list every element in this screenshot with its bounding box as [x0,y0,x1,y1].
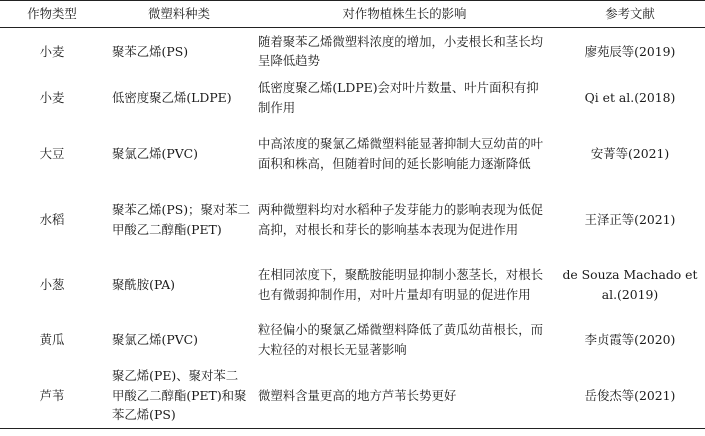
reference-text: de Souza Machado et al.(2019) [562,267,698,302]
header-reference: 参考文献 [555,1,705,28]
effect-cell: 微塑料含量更高的地方芦苇长势更好 [254,363,555,429]
crop-cell: 小麦 [39,43,65,59]
microplastic-cell: 聚氯乙烯(PVC) [112,331,198,347]
crop-cell: 大豆 [39,145,65,161]
crop-cell: 黄瓜 [39,331,65,347]
effect-cell: 随着聚苯乙烯微塑料浓度的增加，小麦根长和茎长均呈降低趋势 [258,33,543,69]
table-row [0,253,705,317]
table-row [0,75,705,121]
table-row [0,317,705,363]
table-row [0,121,705,187]
microplastic-cell: 聚苯乙烯(PS)；聚对苯二甲酸乙二醇酯(PET) [112,202,251,237]
crop-cell: 芦苇 [0,363,104,429]
microplastic-cell: 聚酰胺(PA) [112,276,175,292]
header-crop: 作物类型 [0,1,104,28]
microplastic-cell: 低密度聚乙烯(LDPE) [112,89,232,105]
reference-cell: 李贞霞等(2020) [584,331,676,347]
effect-cell: 两种微塑料均对水稻种子发芽能力的影响表现为低促高抑，对根长和芽长的影响基本表现为促进作用 [258,202,543,237]
effect-cell: 中高浓度的聚氯乙烯微塑料能显著抑制大豆幼苗的叶面积和株高，但随着时间的延长影响能力逐渐降低 [258,136,543,171]
crop-cell: 水稻 [39,211,65,227]
header-microplastic: 微塑料种类 [104,1,254,28]
crop-cell: 小麦 [39,89,65,105]
microplastic-cell: 聚氯乙烯(PVC) [112,145,198,161]
effect-cell: 在相同浓度下，聚酰胺能明显抑制小葱茎长，对根长也有微弱抑制作用，对叶片量却有明显的促进作用 [258,267,543,302]
header-effect: 对作物植株生长的影响 [254,1,555,28]
header-row [0,1,705,28]
reference-cell [555,253,705,317]
reference-cell: 王泽正等(2021) [584,211,676,227]
table-row [0,187,705,253]
reference-cell: 安菁等(2021) [590,145,670,161]
reference-cell: Qi et al.(2018) [584,89,676,105]
table-row [0,28,705,75]
reference-cell: 廖苑辰等(2019) [584,43,676,59]
table-row [0,363,705,429]
effect-cell: 低密度聚乙烯(LDPE)会对叶片数量、叶片面积有抑制作用 [258,80,539,115]
crop-cell: 小葱 [39,276,65,292]
microplastic-cell: 聚乙烯(PE)、聚对苯二甲酸乙二醇酯(PET)和聚苯乙烯(PS) [104,363,254,429]
effect-cell: 粒径偏小的聚氯乙烯微塑料降低了黄瓜幼苗根长，而大粒径的对根长无显著影响 [258,322,543,357]
reference-cell: 岳俊杰等(2021) [555,363,705,429]
microplastic-cell: 聚苯乙烯(PS) [112,43,189,59]
